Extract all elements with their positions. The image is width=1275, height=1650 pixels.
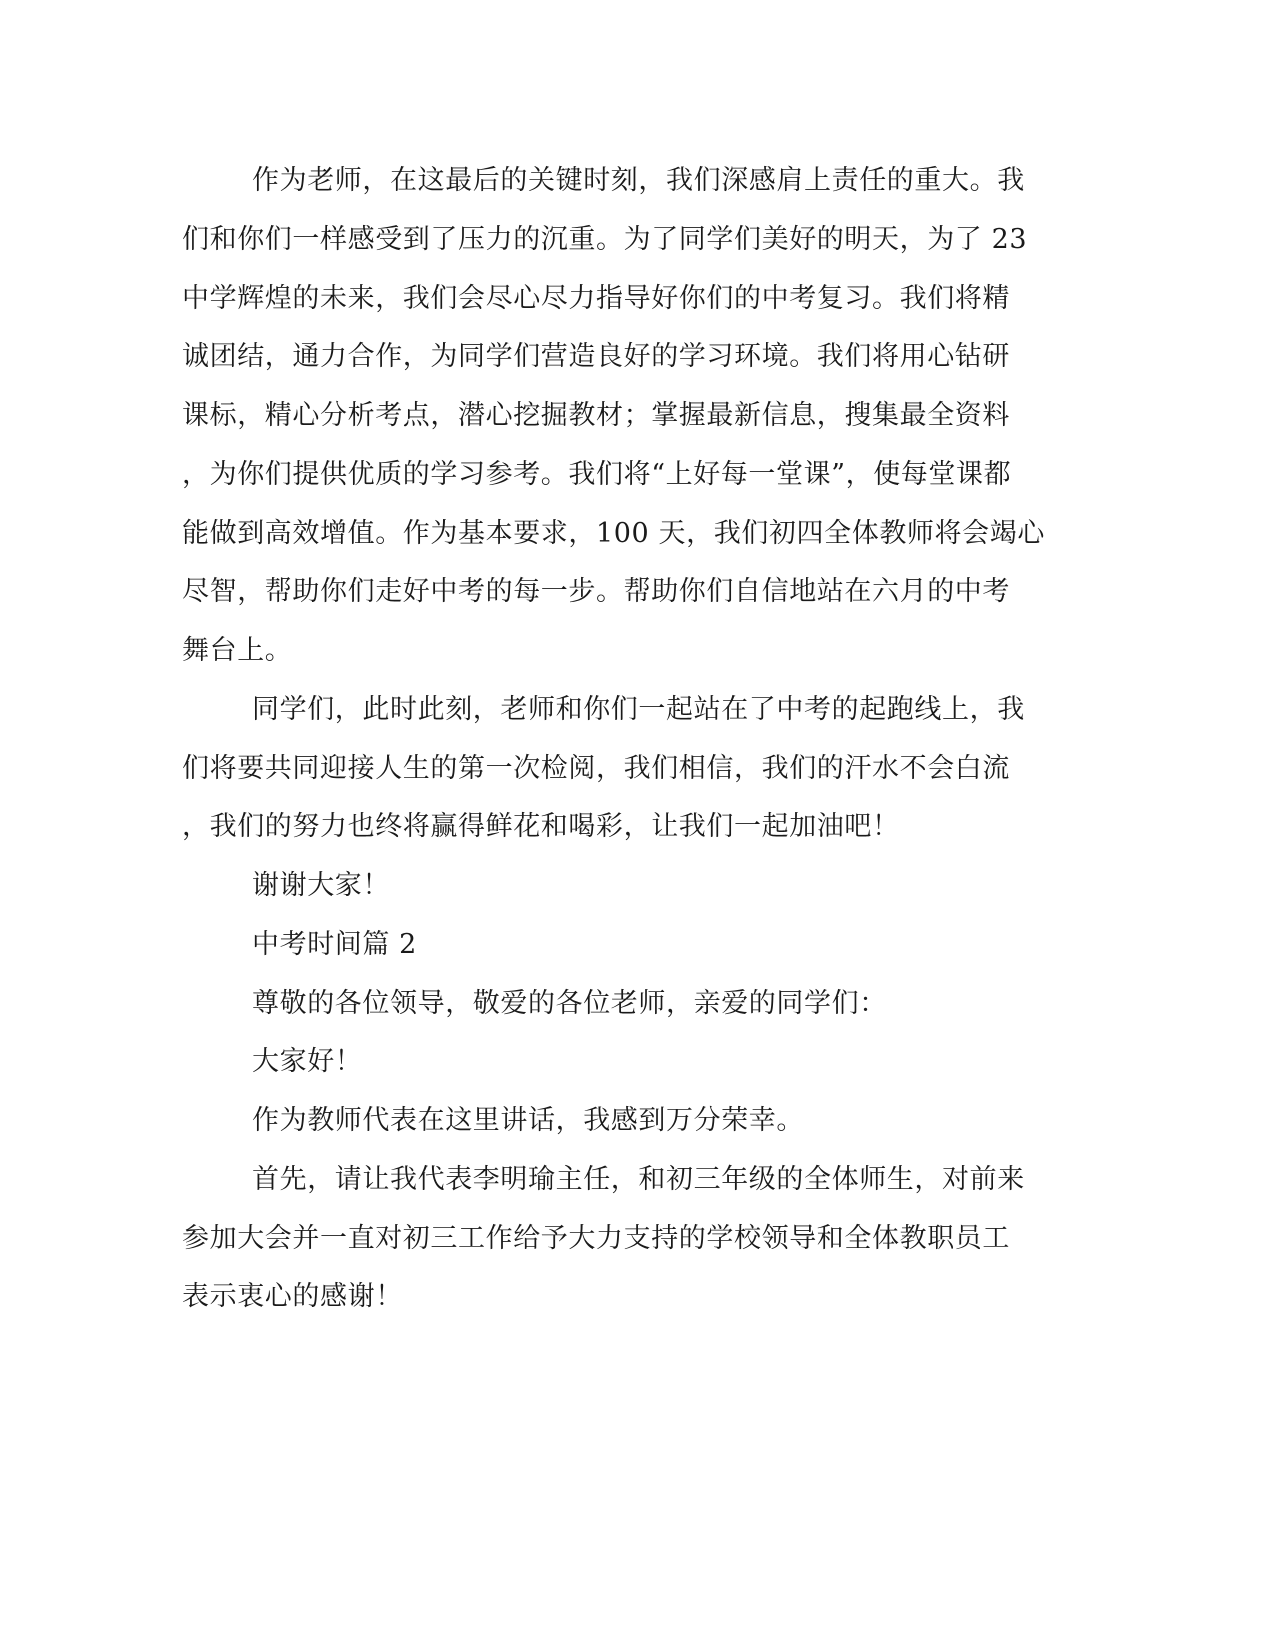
text-line: ，我们的努力也终将赢得鲜花和喝彩，让我们一起加油吧！ bbox=[182, 811, 900, 842]
text-line: 课标，精心分析考点，潜心挖掘教材；掌握最新信息，搜集最全资料 bbox=[182, 400, 1010, 431]
text-line: 能做到高效增值。作为基本要求，100 天，我们初四全体教师将会竭心 bbox=[182, 518, 1045, 549]
text-line: 参加大会并一直对初三工作给予大力支持的学校领导和全体教职员工 bbox=[182, 1223, 1010, 1254]
text-line: 作为教师代表在这里讲话，我感到万分荣幸。 bbox=[252, 1105, 804, 1136]
text-line: 作为老师，在这最后的关键时刻，我们深感肩上责任的重大。我 bbox=[252, 165, 1025, 196]
text-line: 谢谢大家！ bbox=[252, 870, 390, 901]
text-line: 中学辉煌的未来，我们会尽心尽力指导好你们的中考复习。我们将精 bbox=[182, 283, 1010, 314]
section-heading: 中考时间篇 2 bbox=[252, 929, 417, 960]
text-line: 们将要共同迎接人生的第一次检阅，我们相信，我们的汗水不会白流 bbox=[182, 753, 1010, 784]
text-line: 们和你们一样感受到了压力的沉重。为了同学们美好的明天，为了 23 bbox=[182, 224, 1028, 255]
salutation: 尊敬的各位领导，敬爱的各位老师，亲爱的同学们： bbox=[252, 988, 887, 1019]
text-line: 诚团结，通力合作，为同学们营造良好的学习环境。我们将用心钻研 bbox=[182, 341, 1010, 372]
text-line: 舞台上。 bbox=[182, 635, 293, 666]
text-line: 同学们，此时此刻，老师和你们一起站在了中考的起跑线上，我 bbox=[252, 694, 1025, 725]
text-line: 首先，请让我代表李明瑜主任，和初三年级的全体师生，对前来 bbox=[252, 1164, 1025, 1195]
text-line: ，为你们提供优质的学习参考。我们将“上好每一堂课”，使每堂课都 bbox=[182, 459, 1012, 490]
text-line: 尽智，帮助你们走好中考的每一步。帮助你们自信地站在六月的中考 bbox=[182, 576, 1010, 607]
text-line: 表示衷心的感谢！ bbox=[182, 1281, 403, 1312]
greeting: 大家好！ bbox=[252, 1046, 363, 1077]
